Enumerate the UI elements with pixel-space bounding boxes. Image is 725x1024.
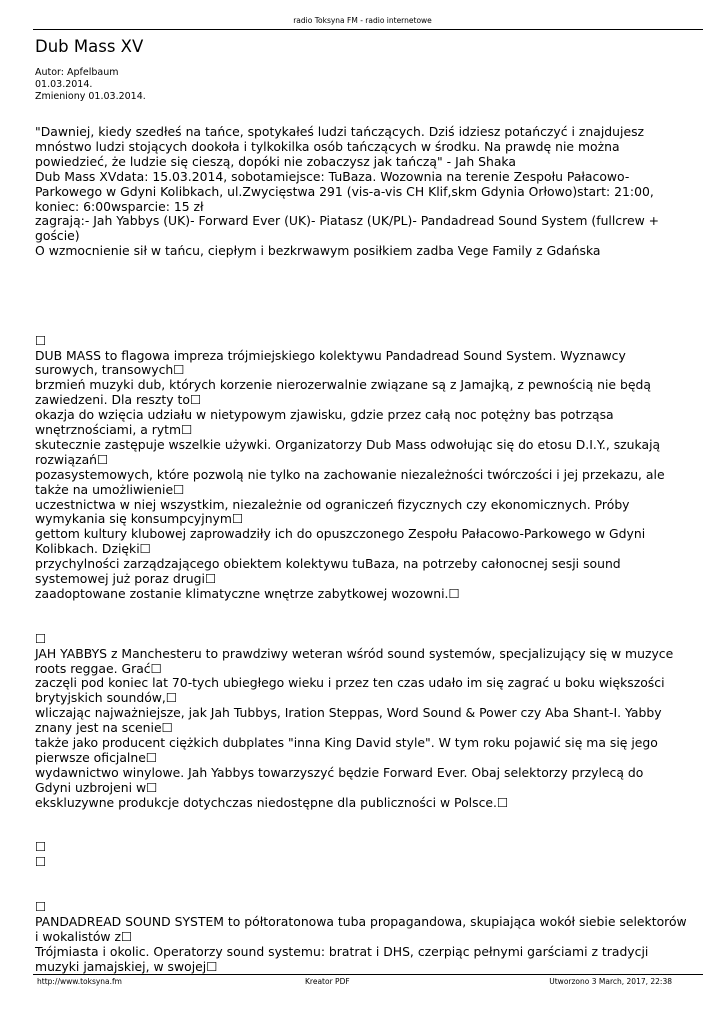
article-title: Dub Mass XV (35, 37, 144, 56)
body-line: skutecznie zastępuje wszelkie używki. Organizatorzy Dub Mass odwołując się do etosu D.I.Y., szukają (35, 436, 661, 452)
blank-line (35, 304, 690, 319)
body-line: roots reggae. Grać☐ (35, 660, 162, 676)
body-line: O wzmocnienie sił w tańcu, ciepłym i bezkrwawym posiłkiem zadba Vege Family z Gdańska (35, 243, 601, 259)
blank-line (35, 811, 690, 826)
blank-line (35, 825, 690, 840)
body-line: ☐ (35, 332, 47, 348)
body-line: "Dawniej, kiedy szedłeś na tańce, spotykałeś ludzi tańczących. Dziś idziesz potańczyć i znajdujesz (35, 124, 645, 139)
body-line: także jako producent ciężkich dubplates "inna King David style". W tym roku pojawić się ma się jego (35, 735, 658, 751)
body-line: wliczając najważniejsze, jak Jah Tubbys, Iration Steppas, Word Sound & Power czy Aba Shant-I. Yabby (35, 705, 662, 721)
body-line: Gdyni uzbrojeni w☐ (35, 779, 158, 795)
footer-creator: Kreator PDF (305, 977, 350, 986)
body-line: DUB MASS to flagowa impreza trójmiejskiego kolektywu Pandadread Sound System. Wyznawcy (35, 347, 626, 363)
blank-line (35, 602, 690, 617)
body-line: zawiedzeni. Dla reszty to☐ (35, 392, 202, 408)
blank-line (35, 319, 690, 334)
body-line: także na umożliwienie☐ (35, 481, 185, 497)
body-line: Dub Mass XVdata: 15.03.2014, sobotamiejsce: TuBaza. Wozownia na terenie Zespołu Pałacowo- (35, 168, 630, 184)
article-author: Autor: Apfelbaum (35, 67, 119, 78)
body-line: koniec: 6:00wsparcie: 15 zł (35, 198, 204, 214)
blank-line (35, 289, 690, 304)
body-line: przychylności zarządzającego obiektem kolektywu tuBaza, na potrzeby całonocnej sesji sound (35, 556, 621, 572)
page-footer (37, 977, 672, 987)
body-line: ☐ (35, 854, 47, 870)
body-line: Kolibkach. Dzięki☐ (35, 541, 151, 557)
article-body (35, 125, 690, 974)
body-line: Parkowego w Gdyni Kolibkach, ul.Zwycięstwa 291 (vis-a-vis CH Klif,skm Gdynia Orłowo)start: 21:00, (35, 183, 654, 199)
body-line: wydawnictwo winylowe. Jah Yabbys towarzyszyć będzie Forward Ever. Obaj selektorzy przylecą do (35, 764, 644, 780)
body-line: zaczęli pod koniec lat 70-tych ubiegłego wieku i przez ten czas udało im się zagrać u boku większości (35, 675, 665, 691)
blank-line (35, 274, 690, 289)
article-date: 01.03.2014. (35, 79, 93, 90)
body-line: zaadoptowane zostanie klimatyczne wnętrze zabytkowej wozowni.☐ (35, 586, 460, 602)
body-line: znany jest na scenie☐ (35, 720, 173, 736)
body-line: uczestnictwa w niej wszystkim, niezależnie od ograniczeń fizycznych czy ekonomicznych. Próby (35, 496, 630, 512)
running-header: radio Toksyna FM - radio internetowe (293, 16, 432, 25)
body-line: JAH YABBYS z Manchesteru to prawdziwy weteran wśród sound systemów, specjalizujący się w muzyce (35, 645, 674, 661)
body-line: surowych, transowych☐ (35, 362, 185, 378)
body-line: pozasystemowych, które pozwolą nie tylko na zachowanie niezależności twórczości i jej przekazu, ale (35, 466, 665, 482)
footer-divider (33, 974, 703, 975)
body-line: zagrają:- Jah Yabbys (UK)- Forward Ever (UK)- Piatasz (UK/PL)- Pandadread Sound System (fullcrew + (35, 213, 660, 229)
footer-site-url: http://www.toksyna.fm (37, 977, 122, 986)
body-line: ekskluzywne produkcje dotychczas niedostępne dla publiczności w Polsce.☐ (35, 794, 509, 810)
body-line: rozwiązań☐ (35, 451, 109, 467)
footer-created-date: Utworzono 3 March, 2017, 22:38 (549, 977, 672, 986)
body-line: ☐ (35, 898, 47, 914)
article-modified-date: Zmieniony 01.03.2014. (35, 91, 146, 102)
body-line: okazja do wzięcia udziału w nietypowym zjawisku, gdzie przez całą noc potężny bas potrząsa (35, 407, 614, 423)
body-line: i wokalistów z☐ (35, 928, 133, 944)
body-line: PANDADREAD SOUND SYSTEM to półtoratonowa tuba propagandowa, skupiająca wokół siebie selektorów (35, 913, 687, 929)
blank-line (35, 617, 690, 632)
body-line: gettom kultury klubowej zaprowadziły ich do opuszczonego Zespołu Pałacowo-Parkowego w Gdyni (35, 526, 646, 542)
blank-line (35, 870, 690, 885)
blank-line (35, 885, 690, 900)
body-line: mnóstwo ludzi stojących dookoła i tylkokilka osób tańczących w środku. Na prawdę nie można (35, 138, 620, 154)
body-line: powiedzieć, że ludzie się cieszą, dopóki nie zobaczysz jak tańczą" - Jah Shaka (35, 153, 516, 169)
body-line: wnętrznościami, a rytm☐ (35, 422, 193, 438)
body-line: brytyjskich soundów,☐ (35, 690, 177, 706)
body-line: muzyki jamajskiej, w swojej☐ (35, 958, 218, 974)
header-divider (33, 29, 703, 30)
body-line: ☐ (35, 839, 47, 855)
body-line: ☐ (35, 630, 47, 646)
body-line: goście) (35, 228, 80, 244)
body-line: Trójmiasta i okolic. Operatorzy sound systemu: bratrat i DHS, czerpiąc pełnymi garściami z tradycji (35, 943, 649, 959)
blank-line (35, 259, 690, 274)
body-line: systemowej już poraz drugi☐ (35, 571, 217, 587)
body-line: pierwsze oficjalne☐ (35, 749, 157, 765)
body-line: wymykania się konsumpcyjnym☐ (35, 511, 244, 527)
body-line: brzmień muzyki dub, których korzenie nierozerwalnie związane są z Jamajką, z pewnością nie będą (35, 377, 651, 393)
article-meta (35, 67, 146, 103)
